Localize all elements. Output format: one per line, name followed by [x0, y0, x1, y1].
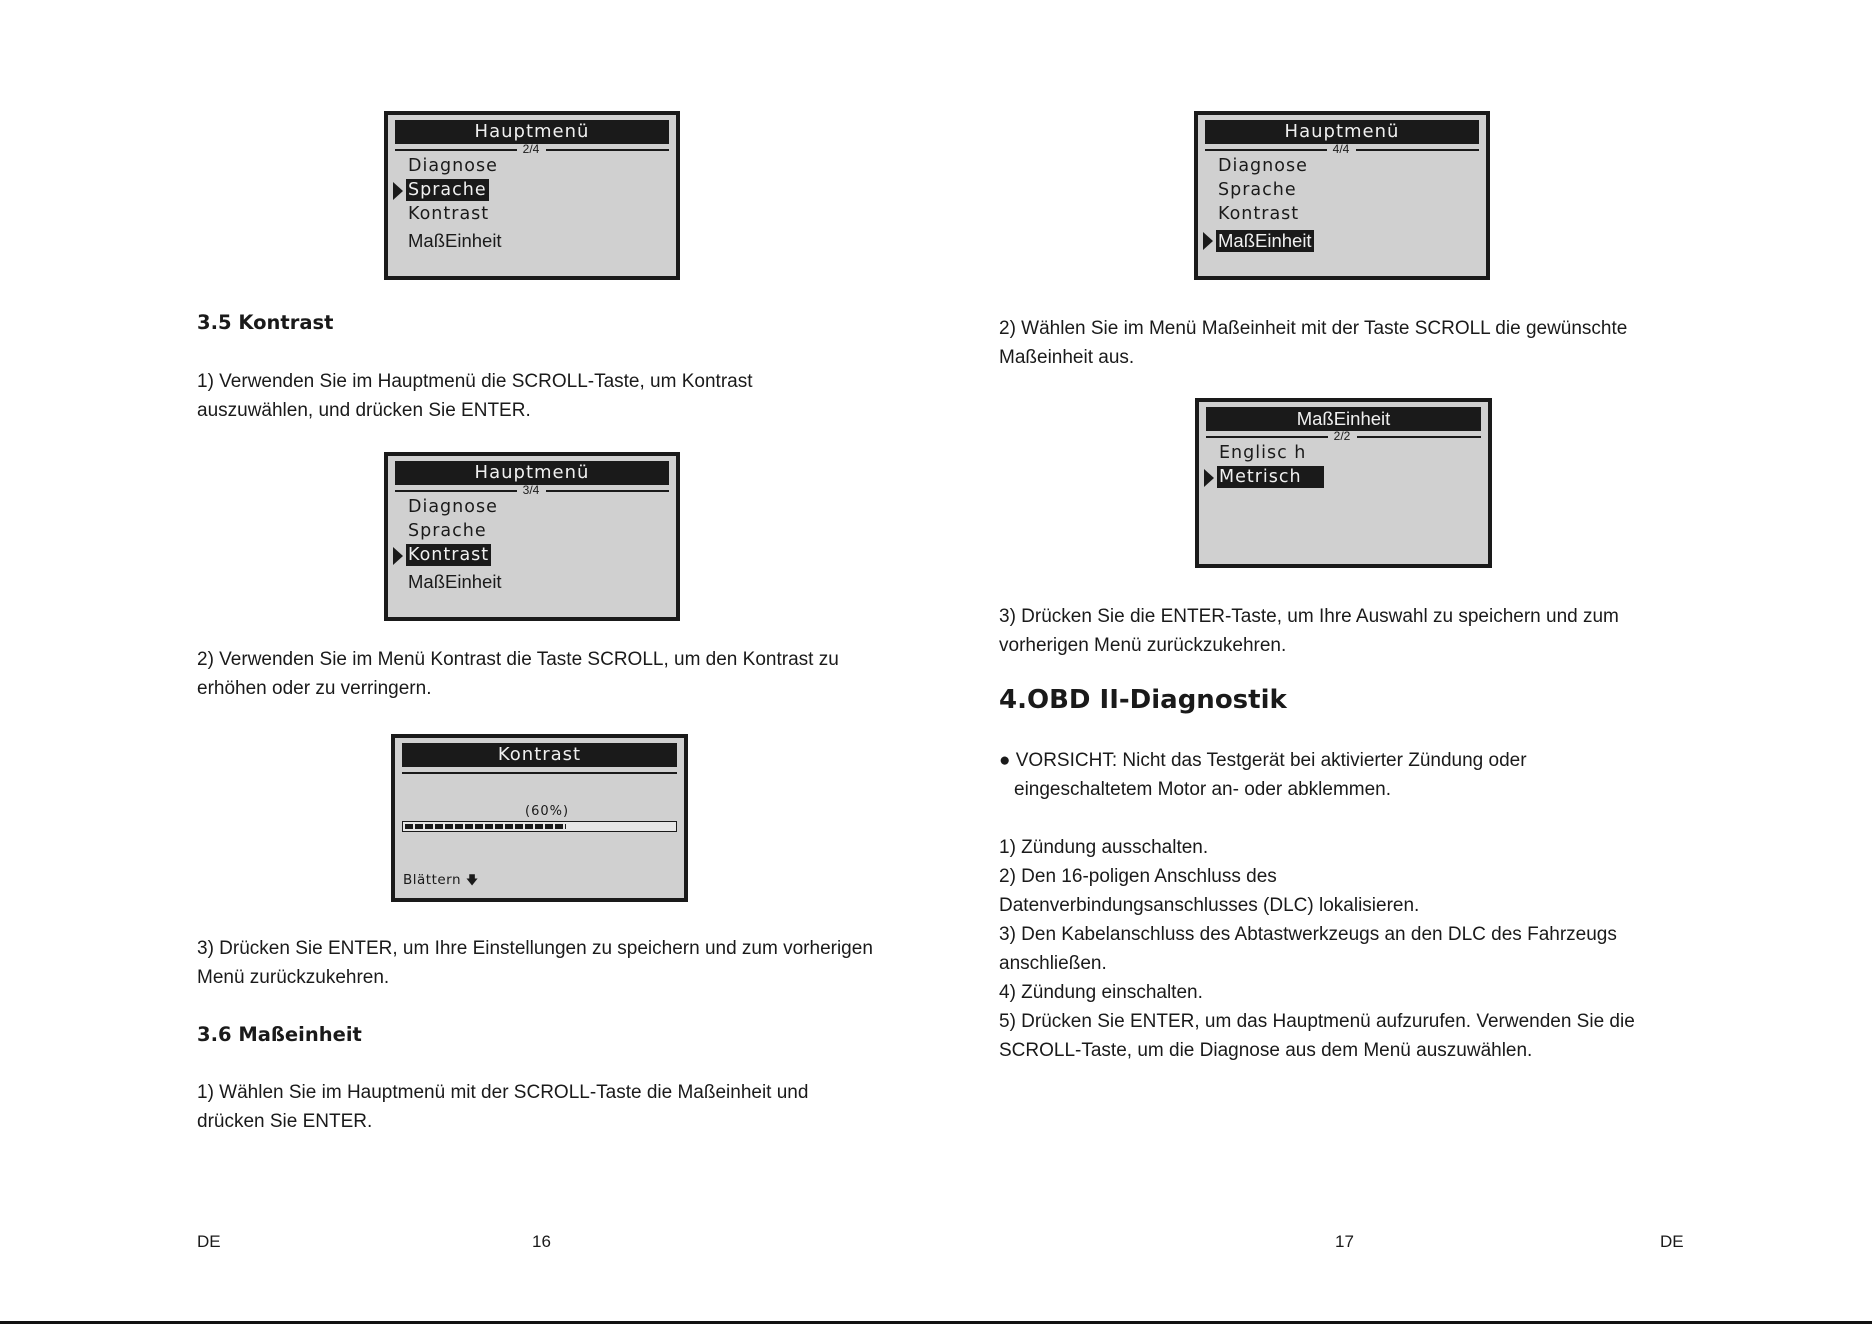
text-line: 2) Verwenden Sie im Menü Kontrast die Taste SCROLL, um den Kontrast zu [197, 649, 839, 670]
paragraph-3-5-step3 [197, 934, 873, 992]
text-line: vorherigen Menü zurückzukehren. [999, 635, 1287, 656]
menu-item-masseinheit: MaßEinheit [408, 571, 502, 592]
menu-item-diagnose: Diagnose [408, 497, 498, 517]
lcd-divider [546, 149, 669, 151]
lcd-divider [395, 149, 517, 151]
paragraph-3-5-step2 [197, 645, 839, 703]
text-line: 2) Wählen Sie im Menü Maßeinheit mit der Taste SCROLL die gewünschte [999, 318, 1628, 339]
section-heading-4: 4.OBD II-Diagnostik [999, 685, 1287, 715]
menu-item-kontrast-selected: Kontrast [408, 545, 490, 565]
lcd-divider [1206, 436, 1328, 438]
lcd-divider [395, 490, 517, 492]
menu-item-sprache-selected: Sprache [408, 180, 487, 200]
section-heading-3-6: 3.6 Maßeinheit [197, 1023, 362, 1046]
menu-item-kontrast: Kontrast [1218, 204, 1300, 224]
list-item: 2) Den 16-poligen Anschluss des [999, 866, 1277, 887]
lcd-page-counter: 2/2 [1333, 429, 1351, 443]
list-item: anschließen. [999, 953, 1107, 974]
selection-arrow-icon [1204, 469, 1214, 487]
text-line: erhöhen oder zu verringern. [197, 678, 432, 699]
lcd-title: Hauptmenü [395, 461, 669, 485]
list-item: 4) Zündung einschalten. [999, 982, 1203, 1003]
menu-item-masseinheit: MaßEinheit [408, 230, 502, 251]
text-line: 1) Verwenden Sie im Hauptmenü die SCROLL-Taste, um Kontrast [197, 371, 753, 392]
paragraph-3-5-step1 [197, 367, 753, 425]
menu-item-diagnose: Diagnose [1218, 156, 1308, 176]
lcd-title: Hauptmenü [1205, 120, 1479, 144]
section-heading-3-5: 3.5 Kontrast [197, 311, 334, 334]
lcd-title: MaßEinheit [1206, 407, 1481, 431]
lcd-divider [402, 772, 677, 774]
lcd-page-counter: 4/4 [1332, 142, 1350, 156]
contrast-percent-label: (60%) [525, 804, 570, 819]
lcd-title: Hauptmenü [395, 120, 669, 144]
caution-note [999, 746, 1527, 804]
lcd-page-counter: 3/4 [522, 483, 540, 497]
lcd-divider [546, 490, 669, 492]
right-page [936, 0, 1872, 1324]
menu-item-masseinheit-selected: MaßEinheit [1218, 230, 1312, 251]
contrast-level-bar [402, 821, 677, 832]
scroll-hint [403, 871, 479, 892]
selection-arrow-icon [393, 547, 403, 565]
lcd-divider [1205, 149, 1327, 151]
arrow-down-icon: 🡇 [465, 873, 479, 887]
text-line: drücken Sie ENTER. [197, 1111, 373, 1132]
list-item: 3) Den Kabelanschluss des Abtastwerkzeugs an den DLC des Fahrzeugs [999, 924, 1617, 945]
lcd-unit-menu [1195, 398, 1492, 568]
lcd-divider [1356, 149, 1479, 151]
list-item: Datenverbindungsanschlusses (DLC) lokalisieren. [999, 895, 1420, 916]
lcd-title: Kontrast [402, 743, 677, 767]
menu-item-sprache: Sprache [408, 521, 487, 541]
text-line: 1) Wählen Sie im Hauptmenü mit der SCROLL-Taste die Maßeinheit und [197, 1082, 809, 1103]
list-item: SCROLL-Taste, um die Diagnose aus dem Menü auszuwählen. [999, 1040, 1533, 1061]
menu-item-kontrast: Kontrast [408, 204, 490, 224]
footer-page-number: 17 [1335, 1232, 1354, 1251]
paragraph-3-6-step3 [999, 602, 1619, 660]
list-item: 1) Zündung ausschalten. [999, 837, 1209, 858]
text-line: Menü zurückzukehren. [197, 967, 390, 988]
text-line: 3) Drücken Sie die ENTER-Taste, um Ihre Auswahl zu speichern und zum [999, 606, 1619, 627]
lcd-main-menu-4-4 [1194, 111, 1490, 280]
menu-item-metrisch-selected: Metrisch [1217, 466, 1324, 488]
text-line: 3) Drücken Sie ENTER, um Ihre Einstellungen zu speichern und zum vorherigen [197, 938, 873, 959]
paragraph-3-6-step2 [999, 314, 1627, 372]
lcd-divider [1357, 436, 1481, 438]
contrast-level-fill [405, 824, 566, 829]
paragraph-3-6-step1 [197, 1078, 808, 1136]
text-line: Maßeinheit aus. [999, 347, 1135, 368]
list-item: 5) Drücken Sie ENTER, um das Hauptmenü aufzurufen. Verwenden Sie die [999, 1011, 1635, 1032]
text-line: auszuwählen, und drücken Sie ENTER. [197, 400, 531, 421]
footer-language: DE [1660, 1232, 1684, 1251]
text-line: ● VORSICHT: Nicht das Testgerät bei aktivierter Zündung oder [999, 750, 1527, 771]
footer-page-number: 16 [532, 1232, 551, 1251]
menu-item-diagnose: Diagnose [408, 156, 498, 176]
lcd-contrast-screen [391, 734, 688, 902]
scroll-hint-label: Blättern [403, 872, 462, 888]
menu-item-englisch: Englisc h [1219, 443, 1307, 463]
lcd-main-menu-2-4 [384, 111, 680, 280]
text-line: eingeschaltetem Motor an- oder abklemmen. [1014, 779, 1392, 800]
selection-arrow-icon [1203, 232, 1213, 250]
lcd-page-counter: 2/4 [522, 142, 540, 156]
obd-steps-list [999, 833, 1635, 1065]
lcd-main-menu-3-4 [384, 452, 680, 621]
menu-item-sprache: Sprache [1218, 180, 1297, 200]
selection-arrow-icon [393, 182, 403, 200]
footer-language: DE [197, 1232, 221, 1251]
